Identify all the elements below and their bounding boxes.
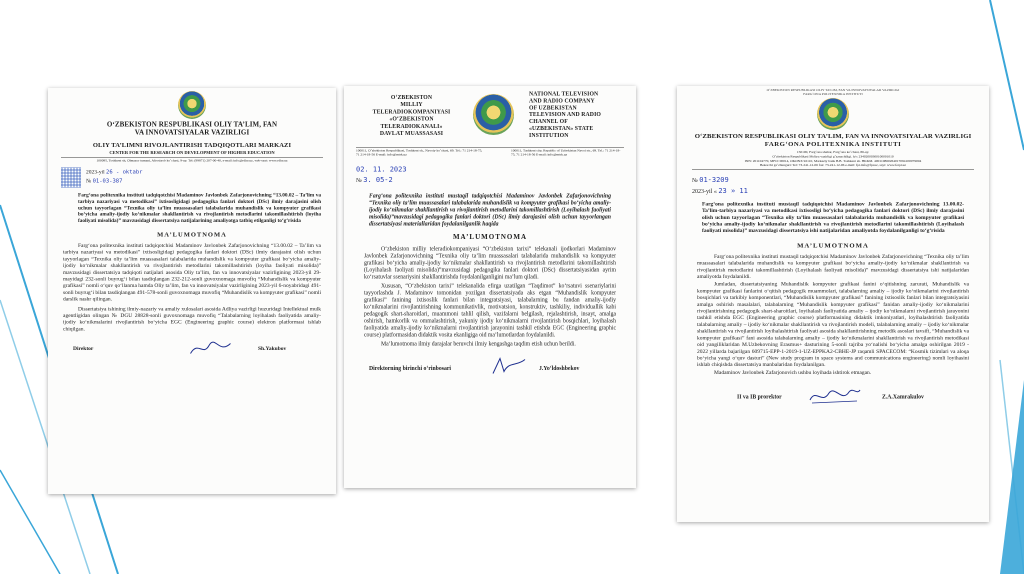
document-1: O‘ZBEKISTON RESPUBLIKASI OLIY TA’LIM, FAN VA INNOVATSIYALAR VAZIRLIGI OLIY TA’LIMNI RIVOJLANTIRISH TADQIQOTLARI MARKAZI CENTER FOR THE RESEARCH ON DEVELOPMENT OF HIGHER EDUCATION 100095, Toshkent sh, Olmazor tumani, Afrosiyob ko‘chasi, 9-uy. Tel: (99871) 207-00-40, e-mail: info@rdhe.uz, web-sayt: www.rdhe.uz 2023-yil 26 - oktabr № 01-03-387 Farg‘ona politexnika instituti tadqiqotchisi Madaminov Javlonbek Zafarjonovichning “13.00.02 – Ta’lim va tarbiya nazariyasi va metodikasi” ixtisosligidagi pedagogika fanlari doktori (DSc) ilmiy darajasini olish uchun tayyorlagan “Texnika oliy ta’lim muassasalari talabalarida muhandislik va kompyuter grafikasi bo‘yicha amaliy-ijodiy ko‘nikmalar shakllantirish va rivojlantirish metodlarini takomillashtirish (loyiha faoliyati misolida)” mavzusidagi dissertatsiya natijalarining amaliyotga tatbiq etilganligi to‘g‘risida MA’LUMOTNOMA Farg‘ona politexnika instituti tadqiqotchisi Madaminov Javlonbek Zafarjonovichning “13.00.02 – Ta’lim va tarbiya nazariyasi va metodikasi” ixtisosligidagi pedagogika fanlari doktori (DSc) ilmiy darajasini olish uchun tayyorlagan “Texnika oliy ta’lim muassasalari talabalarida muhandislik va kompyuter grafikasi bo‘yicha amaliy-ijodiy ko‘nikmalar shakllantirish va rivojlantirish metodlarini takomillashtirish (loyiha faoliyati misolida)” mavzusidagi dissertatsiya tadqiqoti natijalari asosida Oliy ta’lim, fan va innovatsiyalar vazirligining 2023-yil 29-mayidagi 232-sonli buyrug‘i bilan tasdiqlangan 232-212-sonli guvoxnomaga muvofiq “Muhandislik va kompyuter grafikasi” nomli o‘quv qo‘llanma hamda Oliy ta’lim, fan va innovatsiyalar vazirligining 2023-yil 6-noyabridagi 491-sonli buyrug‘i bilan tasdiqlangan 491-578-sonli guvoxnomaga muvofiq “Muhandislik va kompyuter grafikasi” nomli darslik nashr qilingan. Dissertatsiya ishining ilmiy-nazariy va amaliy xulosalari asosida Adliya vazirligi huzuridagi Intellektual mulk agentligidan olingan № DGU 28828-sonli guvoxnomaga muvofiq “Talabalarning loyihalash faoliyatida amaliy-ijodiy ko‘nikmalarini rivojlantirish bo‘yicha EGC (Engineering graphic course) elektron platformasi ishlab chiqilgan. Direktor Sh.Yakubov [48, 88, 336, 494]
doc3-date-value: 23 » 11 [718, 187, 748, 196]
uzbekistan-emblem-icon [817, 98, 849, 130]
doc1-center-line2: CENTER FOR THE RESEARCH ON DEVELOPMENT OF HIGHER EDUCATION [109, 150, 275, 155]
doc3-header-small-2: FARG‘ONA POLITEXNIKA INSTITUTI [803, 92, 863, 96]
doc2-signature-icon [489, 357, 529, 377]
doc1-signer-title: Direktor [73, 345, 94, 352]
doc2-right-org [529, 91, 629, 139]
doc3-address-3: INN: 201104770, MFO: 00014, OKONX 92110, Markaziy bank B.B. Toshkent sh. HKKM. 400110860264017094100079004 [744, 158, 922, 163]
doc3-title: MA’LUMOTNOMA [797, 241, 869, 249]
doc3-org-line1: O‘ZBEKISTON RESPUBLIKASI OLIY TA’LIM, FAN VA INNOVATSIYALAR VAZIRLIGI [694, 132, 972, 140]
doc2-date-value: 02. 11. 2023 [356, 165, 407, 174]
doc1-title: MA’LUMOTNOMA [157, 230, 227, 238]
doc2-para2: Xususan, “O‘zbekiston tarixi” telekanalida efirga uzatilgan “Taqdimot” ko‘rsatuvi ssenariylarini tayyorlashda J. Madaminov tomonidan yozilgan dissertatsiyada aks etgan “Muhandislik kompyuter grafikasi” fanining ixtisoslik fanlari bilan integratsiyasi, talabalarning bu fandan amaliy-ijodiy ko‘nikmalarini rivojlantirishning kommunikativlik, motivatsion, konstruktiv, tashkiliy, individuallik kabi pedagogik shart-sharoitlari, muammoni tahlil qilish, vazifalarni belgilash, rejalashtirish, insayt, amalga oshirish, hamkorlik va ommalashtirish, yakuniy ijodiy ko‘nikmalarni rivojlantirish bosqichlari, loyihalash faoliyatida amaliy-ijodiy ko‘nikmalarni rivojlantirish jarayonini tashkil etishda EGC (Engineering graphic course) platformasidan didaktik vosita ekanligiga oid ma’lumotlardan foydalanildi. [364, 283, 616, 339]
doc1-address: 100095, Toshkent sh, Olmazor tumani, Afrosiyob ko‘chasi, 9-uy. Tel: (99871) 207-00-40, e-mail: info@rdhe.uz, web-sayt: www.rdhe.uz [96, 158, 288, 163]
doc2-left-org-2: MILLIY [400, 101, 423, 108]
doc3-para1: Farg‘ona politexnika instituti mustaqil tadqiqotchisi Madaminov Javlonbek Zafarjonovichning “Texnika oliy ta’lim muassasalari talabalarida muhandislik va kompyuter grafikasi bo‘yicha amaliy-ijodiy ko‘nikmalar shakllantirish va rivojlantirish metodlarini takomillashtirish (Loyihalash faoliyati misolida)” mavzusidagi dissertatsiya ishi natijalaridan amaliyotda foydalanildi. [697, 253, 969, 280]
doc2-signer-title: Direktorning birinchi o‘rinbosari [369, 365, 451, 372]
doc1-org-line2: VA INNOVATSIYALAR VAZIRLIGI [134, 129, 250, 137]
doc1-signature-icon [188, 340, 233, 358]
doc3-org-line2: FARG‘ONA POLITEXNIKA INSTITUTI [764, 140, 902, 148]
doc2-intro: Farg‘ona politexnika instituti mustaqil tadqiqotchisi Madaminov Javlonbek Zafarjonovichning “Texnika oliy ta’lim muassasalari talabalarida muhandislik va kompyuter grafikasi bo‘yicha amaliy-ijodiy ko‘nikmalar shakllantirish va rivojlantirish metodlarini takomillashtirish (Loyihalash faoliyati misolida)”mavzusidagi pedagogika fanlari doktori (DSc) ilmiy darajasini olish uchun tayyorlangan dissertatsiyasi materiallaridan foydalanilganlik haqida [369, 193, 611, 228]
doc1-signer-name: Sh.Yakubov [258, 345, 287, 352]
doc1-para2: Dissertatsiya ishining ilmiy-nazariy va amaliy xulosalari asosida Adliya vazirligi huzuridagi Intellektual mulk agentligidan olingan № DGU 28828-sonli guvoxnomaga muvofiq “Talabalarning loyihalash faoliyatida amaliy-ijodiy ko‘nikmalarini rivojlantirish bo‘yicha EGC (Engineering graphic course) elektron platformasi ishlab chiqilgan. [63, 305, 321, 332]
doc2-signer-name: J.Yo‘ldoshbekov [539, 365, 580, 372]
doc2-left-org-6: DAVLAT MUASSASASI [379, 130, 444, 137]
doc2-title: MA’LUMOTNOMA [452, 233, 528, 242]
doc2-right-org-5: CHANNEL OF [529, 118, 568, 125]
qr-code-icon [61, 168, 81, 188]
doc2-right-org-2: AND RADIO COMPANY [529, 97, 595, 104]
doc1-para1: Farg‘ona politexnika instituti tadqiqotchisi Madaminov Javlonbek Zafarjonovichning “13.00.02 – Ta’lim va tarbiya nazariyasi va metodikasi” ixtisosligidagi pedagogika fanlari doktori (DSc) ilmiy darajasini olish uchun tayyorlagan “Texnika oliy ta’lim muassasalari talabalarida muhandislik va kompyuter grafikasi bo‘yicha amaliy-ijodiy ko‘nikmalar shakllantirish va rivojlantirish metodlarini takomillashtirish (loyiha faoliyati misolida)” mavzusidagi dissertatsiya tadqiqoti natijalari asosida Oliy ta’lim, fan va innovatsiyalar vazirligining 2023-yil 29-mayidagi 232-sonli buyrug‘i bilan tasdiqlangan 232-212-sonli guvoxnomaga muvofiq “Muhandislik va kompyuter grafikasi” nomli o‘quv qo‘llanma hamda Oliy ta’lim, fan va innovatsiyalar vazirligining 2023-yil 6-noyabridagi 491-sonli buyrug‘i bilan tasdiqlangan 491-578-sonli guvoxnomaga muvofiq “Muhandislik va kompyuter grafikasi” nomli darslik nashr qilingan. [63, 242, 322, 303]
doc2-left-org [359, 94, 464, 137]
document-2: O‘ZBEKISTON MILLIY TELERADIOKOMPANIYASI «O‘ZBEKISTON TELERADIOKANALI» DAVLAT MUASSASASI NATIONAL TELEVISION AND RADIO COMPANY OF UZBEKISTAN TELEVISION AND RADIO CHANNEL OF «UZBEKISTAN» STATE INSTITUTION 100011, O‘zbekiston Respublikasi, Toshkent sh., Navoiy ko‘chasi, 69. Tel.: 71 214-18-75, 71 214-18-56 E-mail: info@mtrk.uz 100011, Tashkent city, Republic of Uzbekistan Navoi str., 69. Tel.: 71 214-18-75, 71 214-18-56 E-mail: info@mtrk.uz 02. 11. 2023 № 3. 05-2 Farg‘ona politexnika instituti mustaqil tadqiqotchisi Madaminov Javlonbek Zafarjonovichning “Texnika oliy ta’lim muassasalari talabalarida muhandislik va kompyuter grafikasi bo‘yicha amaliy-ijodiy ko‘nikmalar shakllantirish va rivojlantirish metodlarini takomillashtirish (Loyihalash faoliyati misolida)”mavzusidagi pedagogika fanlari doktori (DSc) ilmiy darajasini olish uchun tayyorlangan dissertatsiyasi materiallaridan foydalanilganlik haqida MA’LUMOTNOMA O‘zbekiston milliy teleradiokompaniyasi “O‘zbekiston tarixi” telekanali ijodkorlari Madaminov Javlonbek Zafarjonovichning “Texnika oliy ta’lim muassasalari talabalarida muhandislik va kompyuter grafikasi bo‘yicha amaliy-ijodiy ko‘nikmalar shakllantirish va rivojlantirish metodlarini takomillashtirish (Loyihalash faoliyati misolida)”mavzusidagi pedagogika fanlari doktori (DSc) dissertatsiyasidan ayrim ko‘rsatuvlar ssenariysini shakllantirishda foydalanilganligini ma’lum qiladi. Xususan, “O‘zbekiston tarixi” telekanalida efirga uzatilgan “Taqdimot” ko‘rsatuvi ssenariylarini tayyorlashda J. Madaminov tomonidan yozilgan dissertatsiyada aks etgan “Muhandislik kompyuter grafikasi” fanining ixtisoslik fanlari bilan integratsiyasi, talabalarning bu fandan amaliy-ijodiy ko‘nikmalarini rivojlantirishning kommunikativlik, motivatsion, konstruktiv, tashkiliy, individuallik kabi pedagogik shart-sharoitlari, muammoni tahlil qilish, vazifalarni belgilash, rejalashtirish, insayt, amalga oshirish, hamkorlik va ommalashtirish, yakuniy ijodiy ko‘nikmalarni rivojlantirish bosqichlari, loyihalash faoliyatida amaliy-ijodiy ko‘nikmalarni rivojlantirish jarayonini tashkil etishda EGC (Engineering graphic course) platformasidan didaktik vosita ekanligiga oid ma’lumotlardan foydalanildi. Ma’lumotnoma ilmiy darajalar beruvchi ilmiy kengashga taqdim etish uchun berildi. Direktorning birinchi o‘rinbosari J.Yo‘ldoshbekov [344, 86, 636, 488]
doc3-signer-name: Z.A.Xamrakulov [882, 394, 924, 401]
doc3-para3: Madaminov Javlonbek Zafarjonovich ushbu loyihada ishtirok etmagan. [714, 369, 872, 376]
doc2-left-address: 100011, O‘zbekiston Respublikasi, Toshkent sh., Navoiy ko‘chasi, 69. Tel.: 71 214-18-75, 71 214-18-56 E-mail: info@mtrk.uz [356, 148, 483, 157]
doc2-number-value: 3. 05-2 [363, 176, 393, 184]
doc2-right-org-6: «UZBEKISTAN» STATE [529, 125, 594, 132]
doc3-address-1: 150100, Farg‘ona shahar, Farg‘ona ko‘chasi, 86-uy. [796, 150, 870, 154]
doc1-center-line1: OLIY TA’LIMNI RIVOJLANTIRISH TADQIQOTLARI MARKAZI [92, 141, 292, 149]
uzbekistan-emblem-icon [473, 94, 514, 135]
doc3-para2: Jumladan, dissertatsiyaning Muhandislik kompyuter grafikasi fanini o‘qitishning zarurati, Muhandislik va kompyuter grafikasi fanlarini o‘qitish pedagogik muammolari, talabalarning amaliy – ijodiy ko‘nikmalarini rivojlantirish bosqichlari va tarkibiy komponentlari, “Muhandislik kompyuter grafikasi” fanining ixtisoslik fanlari bilan integratsiyasini amalga oshirish masalalari, talabalarning “Muhandislik kompyuter grafikasi” fanidan amaliy-ijodiy ko‘nikmalarini rivojlantirishning pedagogik shart-sharoitlari, loyihalash faoliyatida amaliy – ijodiy ko‘nikmalarni rivojlantirish jarayonini tashkil etishda EGC (Engineering graphic course) platformasining didaktik imkoniyatlari, loyihalashtirish faoliyatida talabalarning amaliy – ijodiy ko‘nikmalar shakllantirish va rivojlantirish modeli, talabalarning amaliy – ijodiy ko‘nikmalar shakllantirish va rivojlantirish loyihalashtirish faoliyati asosida shakllantirishning metodik asoslari tavsifi, “Muhandislik va kompyuter grafikasi” fani asosida talabalarning amaliy – ijodiy ko‘nikmalarini shakllantirish va rivojlantirish metodikasi oid yangiliklaridan M.Uzbekovning Erasmus+ dasturining 5-sonli tajriba yo‘nalishi bo‘yicha amalga oshirilgan 2019 - 2022 yillarda bajarilgan 609715-EPP-1-2019-1-UZ-EPPKA2-CBHE-JP raqamli SPACECOM: “Kosmik tizimlari va aloqa bo‘yicha yangi o‘quv dasturi” (New study program in space systems and communications engineering) nomli loyihasini ishlab chiqishda dissertatsiya manbalaridan foydalanilgan. [697, 281, 969, 368]
doc1-intro: Farg‘ona politexnika instituti tadqiqotchisi Madaminov Javlonbek Zafarjonovichning “13.00.02 – Ta’lim va tarbiya nazariyasi va metodikasi” ixtisosligidagi pedagogika fanlari doktori (DSc) ilmiy darajasini olish uchun tayyorlagan “Texnika oliy ta’lim muassasalari talabalarida muhandislik va kompyuter grafikasi bo‘yicha amaliy-ijodiy ko‘nikmalar shakllantirish va rivojlantirish metodlarini takomillashtirish (loyiha faoliyati misolida)” mavzusidagi dissertatsiya natijalarining amaliyotga tatbiq etilganligi to‘g‘risida [78, 192, 321, 224]
doc2-left-org-4: «O‘ZBEKISTON [389, 116, 434, 123]
doc1-org-line1: O‘ZBEKISTON RESPUBLIKASI OLIY TA’LIM, FAN [106, 121, 278, 129]
doc2-left-org-3: TELERADIOKOMPANIYASI [372, 108, 451, 115]
doc2-right-org-7: INSTITUTION [529, 132, 569, 139]
doc2-right-org-1: NATIONAL TELEVISION [529, 91, 599, 97]
doc3-signature-icon [807, 385, 862, 407]
doc3-header-small-1: O‘ZBEKISTON RESPUBLIKASI OLIY TA’LIM, FAN VA INNOVATSIYALAR VAZIRLIGI [766, 88, 900, 92]
doc2-left-org-5: TELERADIOKANALI» [380, 123, 443, 130]
doc3-signer-title: II va IB prorektor [737, 394, 782, 401]
doc2-right-address: 100011, Tashkent city, Republic of Uzbekistan Navoi str., 69. Tel.: 71 214-18-75, 71 214-18-56 E-mail: info@mtrk.uz [511, 148, 621, 157]
doc1-date-value: 26 - oktabr [106, 168, 143, 175]
doc1-number-value: 01-03-387 [92, 177, 123, 184]
doc2-right-org-4: TELEVISION AND RADIO [529, 111, 601, 118]
doc3-address [692, 150, 974, 168]
uzbekistan-emblem-icon [178, 91, 206, 119]
document-3: O‘ZBEKISTON RESPUBLIKASI OLIY TA’LIM, FAN VA INNOVATSIYALAR VAZIRLIGI FARG‘ONA POLITEXNIKA INSTITUTI O‘ZBEKISTON RESPUBLIKASI OLIY TA’LIM, FAN VA INNOVATSIYALAR VAZIRLIGI FARG‘ONA POLITEXNIKA INSTITUTI 150100, Farg‘ona shahar, Farg‘ona ko‘chasi, 86-uy. O‘zbekiston Respublikasi Moliya vazirligi g‘aznachiligi. h/r: 23402000300100001010 INN: 201104770, MFO: 00014, OKONX 92110, Markaziy bank B.B. Toshkent sh. HKKM. 400110860264017094100079004 Bekorchi ga‘zbunguri: Tel: 73-241-12-06 fax: 73-241-12-06 e-mail: fpi.info@fpi.uz, sayt: www.ferpi.uz № 01-3209 2023-yil « 23 » 11 Farg‘ona politexnika instituti mustaqil tadqiqotchisi Madaminov Javlonbek Zafarjonovichning 13.00.02-Ta’lim-tarbiya nazariyasi va metodikasi ixtisosligi bo‘yicha pedagogika fanlari doktori (DSc) ilmiy darajasini olish uchun tayyorlagan “Texnika oliy ta’lim muassasalari talabalarida muhandislik va kompyuter grafikasi bo‘yicha amaliy-ijodiy ko‘nikmalar shakllantirish va rivojlantirish metodlarini takomillashtirish (Loyihalash faoliyati misolida)” mavzusidagi dissertatsiya ishi natijalaridan amaliyotda foydalanilganligi to‘g‘risida MA’LUMOTNOMA Farg‘ona politexnika instituti mustaqil tadqiqotchisi Madaminov Javlonbek Zafarjonovichning “Texnika oliy ta’lim muassasalari talabalarida muhandislik va kompyuter grafikasi bo‘yicha amaliy-ijodiy ko‘nikmalar shakllantirish va rivojlantirish metodlarini takomillashtirish (Loyihalash faoliyati misolida)” mavzusidagi dissertatsiya ishi natijalaridan amaliyotda foydalanildi. Jumladan, dissertatsiyaning Muhandislik kompyuter grafikasi fanini o‘qitishning zarurati, Muhandislik va kompyuter grafikasi fanlarini o‘qitish pedagogik muammolari, talabalarning amaliy – ijodiy ko‘nikmalarini rivojlantirish bosqichlari va tarkibiy komponentlari, “Muhandislik kompyuter grafikasi” fanining ixtisoslik fanlari bilan integratsiyasini amalga oshirish masalalari, talabalarning “Muhandislik kompyuter grafikasi” fanidan amaliy-ijodiy ko‘nikmalarini rivojlantirishning pedagogik shart-sharoitlari, loyihalash faoliyatida amaliy – ijodiy ko‘nikmalarni rivojlantirish jarayonini tashkil etishda EGC (Engineering graphic course) platformasining didaktik imkoniyatlari, loyihalashtirish faoliyatida talabalarning amaliy – ijodiy ko‘nikmalar shakllantirish va rivojlantirish modeli, talabalarning amaliy – ijodiy ko‘nikmalar shakllantirish va rivojlantirish loyihalashtirish faoliyati asosida shakllantirishning metodik asoslari tavsifi, “Muhandislik va kompyuter grafikasi” fani asosida talabalarning amaliy – ijodiy ko‘nikmalarini shakllantirish va rivojlantirish metodikasi oid yangiliklaridan M.Uzbekovning Erasmus+ dasturining 5-sonli tajriba yo‘nalishi bo‘yicha amalga oshirilgan 2019 - 2022 yillarda bajarilgan 609715-EPP-1-2019-1-UZ-EPPKA2-CBHE-JP raqamli SPACECOM: “Kosmik tizimlari va aloqa bo‘yicha yangi o‘quv dasturi” (New study program in space systems and communications engineering) nomli loyihasini ishlab chiqishda dissertatsiya manbalaridan foydalanilgan. Madaminov Javlonbek Zafarjonovich ushbu loyihada ishtirok etmagan. II va IB prorektor Z.A.Xamrakulov [677, 86, 989, 522]
doc3-number-value: 01-3209 [699, 176, 729, 184]
doc2-left-org-1: O‘ZBEKISTON [390, 94, 433, 101]
doc3-address-4: Bekorchi ga‘zbunguri: Tel: 73-241-12-06 fax: 73-241-12-06 e-mail: fpi.info@fpi.uz, sayt: www.ferpi.uz [760, 163, 906, 168]
doc3-date-label: 2023-yil « [692, 187, 717, 195]
doc2-para3: Ma’lumotnoma ilmiy darajalar beruvchi ilmiy kengashga taqdim etish uchun berildi. [381, 341, 576, 348]
doc1-date-label: 2023-yil [86, 169, 105, 175]
doc3-intro: Farg‘ona politexnika instituti mustaqil tadqiqotchisi Madaminov Javlonbek Zafarjonovichning 13.00.02-Ta’lim-tarbiya nazariyasi va metodikasi ixtisosligi bo‘yicha pedagogika fanlari doktori (DSc) ilmiy darajasini olish uchun tayyorlagan “Texnika oliy ta’lim muassasalari talabalarida muhandislik va kompyuter grafikasi bo‘yicha amaliy-ijodiy ko‘nikmalar shakllantirish va rivojlantirish metodlarini takomillashtirish (Loyihalash faoliyati misolida)” mavzusidagi dissertatsiya ishi natijalaridan amaliyotda foydalanilganligi to‘g‘risida [702, 200, 964, 234]
doc2-right-org-3: OF UZBEKISTAN [529, 104, 577, 111]
doc2-para1: O‘zbekiston milliy teleradiokompaniyasi “O‘zbekiston tarixi” telekanali ijodkorlari Madaminov Javlonbek Zafarjonovichning “Texnika oliy ta’lim muassasalari talabalarida muhandislik va kompyuter grafikasi bo‘yicha amaliy-ijodiy ko‘nikmalar shakllantirish va rivojlantirish metodlarini takomillashtirish (Loyihalash faoliyati misolida)”mavzusidagi pedagogika fanlari doktori (DSc) dissertatsiyasidan ayrim ko‘rsatuvlar ssenariysini shakllantirishda foydalanilganligini ma’lum qiladi. [364, 246, 616, 281]
doc3-address-2: O‘zbekiston Respublikasi Moliya vazirligi g‘aznachiligi. h/r: 23402000300100001010 [772, 154, 894, 159]
